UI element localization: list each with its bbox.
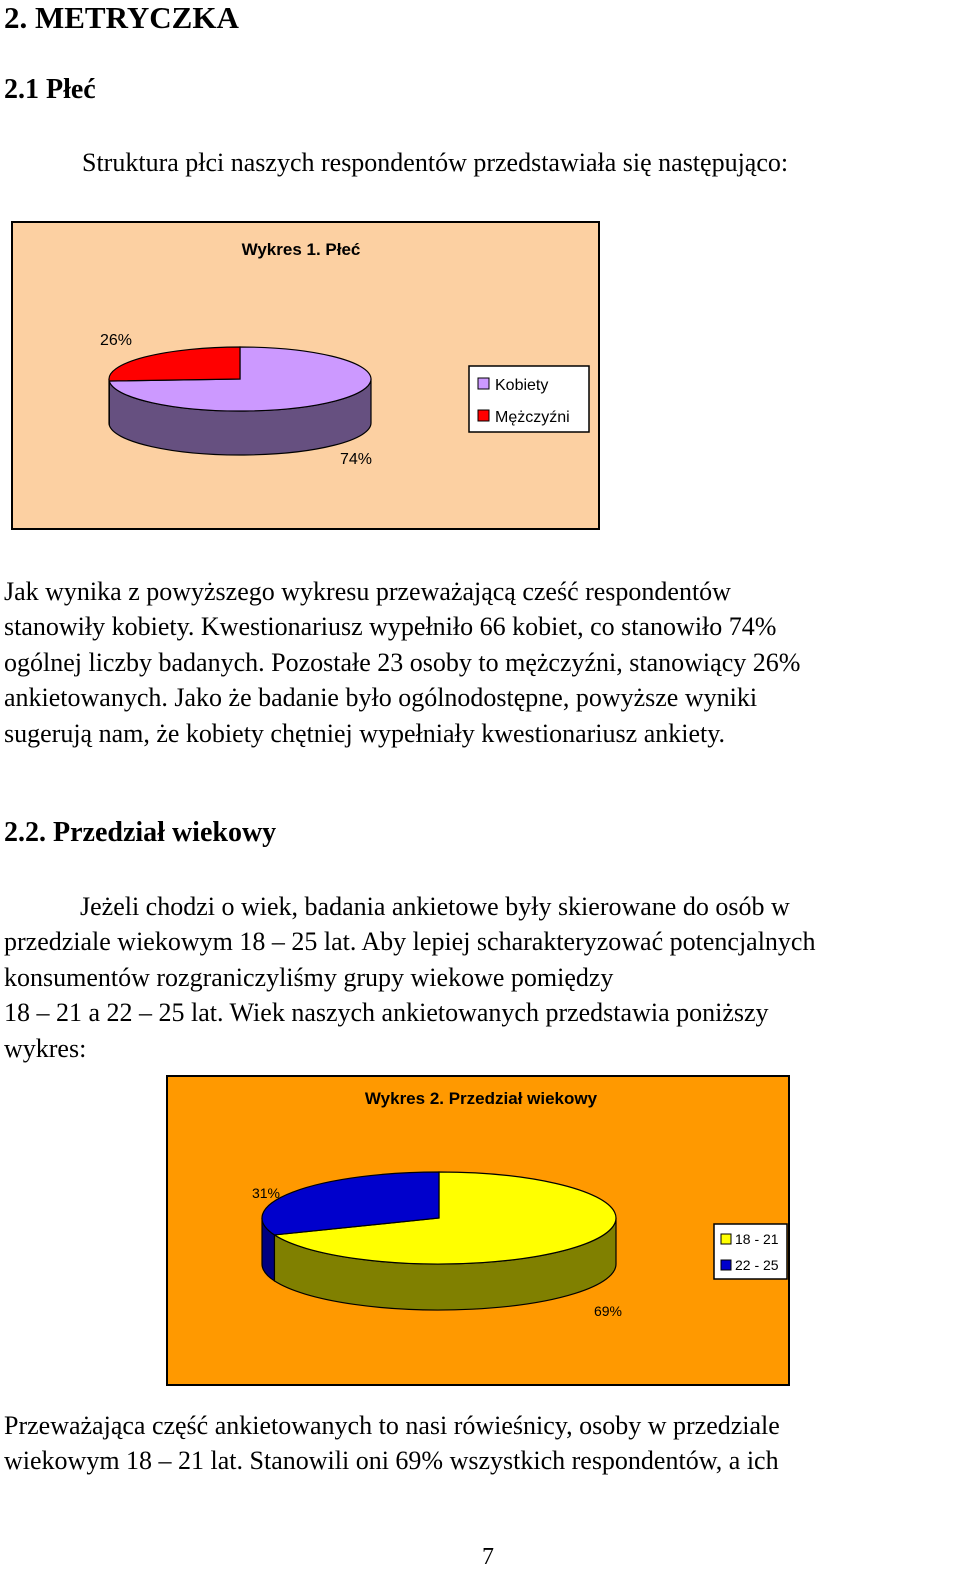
age-paragraph-text: Jeżeli chodzi o wiek, badania ankietowe były skierowane do osób w	[80, 892, 790, 921]
legend-label-22-25: 22 - 25	[735, 1257, 779, 1273]
chart-age-legend	[714, 1224, 787, 1279]
legend-label-women: Kobiety	[495, 377, 549, 394]
chart-age-label-22-25: 31%	[251, 1185, 281, 1201]
age-paragraph-line: 18 – 21 a 22 – 25 lat. Wiek naszych ankietowanych przedstawia poniższy	[4, 998, 769, 1028]
age-paragraph-line: wykres:	[4, 1033, 87, 1063]
age-paragraph-line: konsumentów rozgraniczyliśmy grupy wiekowe pomiędzy	[4, 962, 614, 992]
legend-label-18-21: 18 - 21	[735, 1231, 779, 1247]
chart-gender-svg	[13, 223, 602, 532]
chart-age	[166, 1075, 790, 1386]
page-number: 7	[482, 1544, 494, 1570]
chart-age-svg	[168, 1077, 792, 1388]
gender-paragraph-line: ogólnej liczby badanych. Pozostałe 23 osoby to mężczyźni, stanowiący 26%	[4, 647, 801, 677]
age-summary-paragraph	[4, 1408, 934, 1479]
chart-age-label-18-21: 69%	[593, 1303, 623, 1319]
chart-gender-label-women: 74%	[339, 451, 373, 468]
legend-swatch-men	[478, 410, 489, 421]
chart-gender-label-men: 26%	[99, 332, 133, 349]
chart-age-title: Wykres 2. Przedział wiekowy	[364, 1089, 598, 1108]
subsection-heading-age: 2.2. Przedział wiekowy	[4, 817, 277, 848]
age-summary-line: Przeważająca część ankietowanych to nasi rówieśnicy, osoby w przedziale	[4, 1411, 780, 1440]
age-paragraph-line: przedziale wiekowym 18 – 25 lat. Aby lepiej scharakteryzować potencjalnych	[4, 927, 816, 957]
gender-paragraph-line: ankietowanych. Jako że badanie było ogólnodostępne, powyższe wyniki	[4, 683, 758, 713]
legend-label-men: Mężczyźni	[495, 409, 570, 426]
gender-paragraph-line: sugerują nam, że kobiety chętniej wypełniały kwestionariusz ankiety.	[4, 718, 726, 748]
age-paragraph-line	[4, 889, 954, 924]
chart-gender-pie	[109, 347, 371, 455]
section-heading: 2. METRYCZKA	[4, 0, 239, 35]
chart-gender	[11, 221, 600, 530]
chart-age-pie	[262, 1172, 616, 1310]
chart-gender-legend	[469, 366, 589, 432]
slice-men	[109, 347, 240, 381]
subsection-heading-gender: 2.1 Płeć	[4, 74, 96, 105]
chart-gender-title: Wykres 1. Płeć	[241, 240, 361, 259]
legend-swatch-women	[478, 378, 489, 389]
age-summary-line: wiekowym 18 – 21 lat. Stanowili oni 69% wszystkich respondentów, a ich	[4, 1446, 779, 1476]
gender-paragraph-line: stanowiły kobiety. Kwestionariusz wypełniło 66 kobiet, co stanowiło 74%	[4, 612, 777, 642]
legend-swatch-22-25	[721, 1260, 731, 1270]
gender-paragraph-line: Jak wynika z powyższego wykresu przeważającą cześć respondentów	[4, 577, 731, 606]
legend-swatch-18-21	[721, 1234, 731, 1244]
intro-text: Struktura płci naszych respondentów przedstawiała się następująco:	[82, 148, 789, 177]
age-paragraph	[4, 889, 954, 1066]
gender-paragraph	[4, 574, 934, 751]
